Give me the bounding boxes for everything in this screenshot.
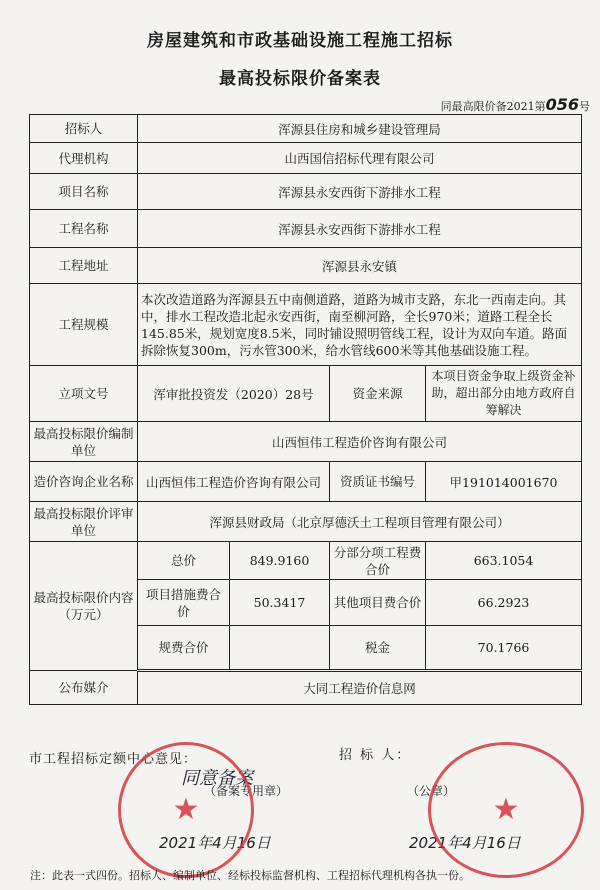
engineering-name-label: 工程名称 xyxy=(30,210,138,248)
price-label: 最高投标限价内容（万元） xyxy=(30,542,138,671)
page-title: 房屋建筑和市政基础设施工程施工招标 xyxy=(147,31,453,51)
tax-label: 税金 xyxy=(330,626,426,671)
compiler-value: 山西恒伟工程造价咨询有限公司 xyxy=(138,422,582,462)
fee-label: 规费合价 xyxy=(138,626,230,671)
tenderer-value: 浑源县住房和城乡建设管理局 xyxy=(138,115,582,143)
handwritten-approval: 同意备案 xyxy=(181,768,253,789)
scale-value: 本次改造道路为浑源县五中南侧道路，道路为城市支路，东北一西南走向。其中，排水工程改造北起永安西街，南至柳河路，全长970米；道路工程全长145.85米，规划宽度8.5米，同时铺设照明管线工程，设计为双向车道。路面拆除恢复300m，污水管300米，给水管线600米等其他基础设施工程。 xyxy=(138,284,582,366)
center-date: 2021年4月16日 xyxy=(159,834,271,852)
other-value: 66.2923 xyxy=(426,580,582,626)
seal-use-note: （备案专用章） xyxy=(204,784,289,798)
footnote: 注：此表一式四份。招标人、编制单位、经标投标监督机构、工程招标代理机构各执一份。 xyxy=(30,869,470,882)
project-name-value: 浑源县永安西街下游排水工程 xyxy=(138,174,582,210)
cert-value: 甲191014001670 xyxy=(426,462,582,502)
sub-label: 分部分项工程费合价 xyxy=(330,542,426,580)
measure-label: 项目措施费合价 xyxy=(138,580,230,626)
tenderer-seal-stamp xyxy=(428,742,584,878)
record-prefix: 同最高限价备2021第 xyxy=(440,100,546,113)
record-suffix: 号 xyxy=(579,100,590,113)
fee-value xyxy=(230,626,330,671)
tenderer-date: 2021年4月16日 xyxy=(409,834,521,852)
approval-value: 浑审批投资发（2020）28号 xyxy=(138,366,330,422)
total-label: 总价 xyxy=(138,542,230,580)
consulting-label: 造价咨询企业名称 xyxy=(30,462,138,502)
funding-value: 本项目资金争取上级资金补助，超出部分由地方政府自筹解决 xyxy=(426,366,582,422)
measure-value: 50.3417 xyxy=(230,580,330,626)
star-icon: ★ xyxy=(172,792,200,827)
consulting-value: 山西恒伟工程造价咨询有限公司 xyxy=(138,462,330,502)
center-opinion-label: 市工程招标定额中心意见： xyxy=(29,752,198,767)
total-value: 849.9160 xyxy=(230,542,330,580)
address-value: 浑源县永安镇 xyxy=(138,248,582,284)
scale-label: 工程规模 xyxy=(30,284,138,366)
address-label: 工程地址 xyxy=(30,248,138,284)
cert-label: 资质证书编号 xyxy=(330,462,426,502)
agency-label: 代理机构 xyxy=(30,143,138,174)
media-value: 大同工程造价信息网 xyxy=(138,671,582,705)
filing-table xyxy=(29,114,582,705)
tenderer-label: 招标人 xyxy=(30,115,138,143)
page-subtitle: 最高投标限价备案表 xyxy=(219,69,381,89)
other-label: 其他项目费合价 xyxy=(330,580,426,626)
record-number xyxy=(441,95,590,114)
tenderer-sign-label: 招 标 人： xyxy=(339,748,412,763)
tax-value: 70.1766 xyxy=(426,626,582,671)
project-name-label: 项目名称 xyxy=(30,174,138,210)
star-icon: ★ xyxy=(492,792,520,827)
funding-label: 资金来源 xyxy=(330,366,426,422)
agency-value: 山西国信招标代理有限公司 xyxy=(138,143,582,174)
center-seal-stamp xyxy=(118,742,254,878)
media-label: 公布媒介 xyxy=(30,671,138,705)
approval-label: 立项文号 xyxy=(30,366,138,422)
reviewer-label: 最高投标限价评审单位 xyxy=(30,502,138,542)
record-number-value: 056 xyxy=(545,95,579,114)
official-seal-note: （公章） xyxy=(407,784,456,798)
reviewer-value: 浑源县财政局（北京厚德沃土工程项目管理有限公司） xyxy=(138,502,582,542)
compiler-label: 最高投标限价编制单位 xyxy=(30,422,138,462)
engineering-name-value: 浑源县永安西街下游排水工程 xyxy=(138,210,582,248)
sub-value: 663.1054 xyxy=(426,542,582,580)
